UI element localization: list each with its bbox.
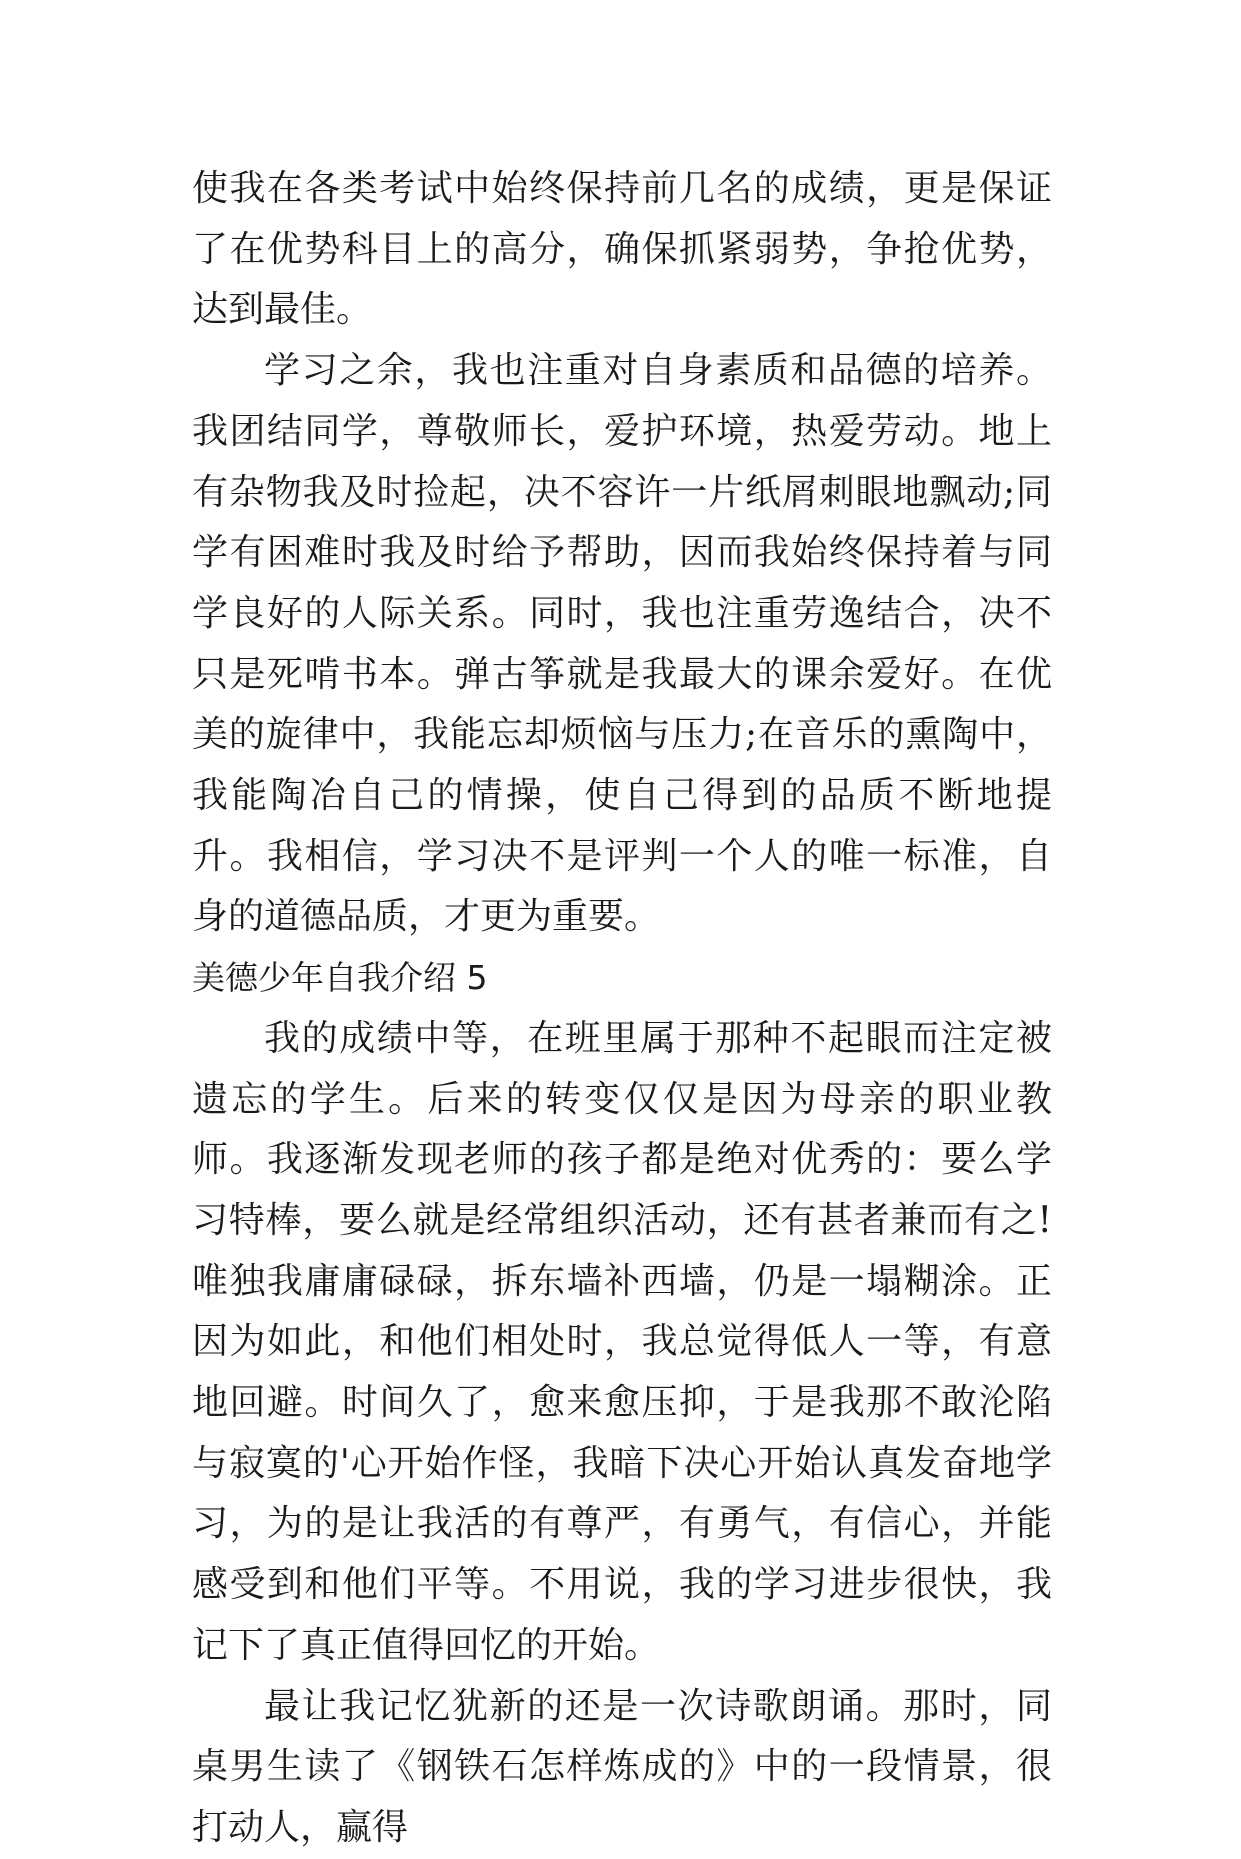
document-body	[192, 159, 1052, 1859]
section-heading: 美德少年自我介绍 5	[192, 958, 488, 998]
paragraph-poetry-recital: 最让我记忆犹新的还是一次诗歌朗诵。那时，同桌男生读了《钢铁石怎样炼成的》中的一段情景，很打动人，赢得	[192, 1685, 1052, 1848]
paragraph-grades-story: 我的成绩中等，在班里属于那种不起眼而注定被遗忘的学生。后来的转变仅仅是因为母亲的职业教师。我逐渐发现老师的孩子都是绝对优秀的：要么学习特棒，要么就是经常组织活动，还有甚者兼而有之!唯独我庸庸碌碌，拆东墙补西墙，仍是一塌糊涂。正因为如此，和他们相处时，我总觉得低人一等，有意地回避。时间久了，愈来愈压抑，于是我那不敢沦陷与寂寞的'心开始作怪，我暗下决心开始认真发奋地学习，为的是让我活的有尊严，有勇气，有信心，并能感受到和他们平等。不用说，我的学习进步很快，我记下了真正值得回忆的开始。	[192, 1017, 1052, 1666]
paragraph-continuation: 使我在各类考试中始终保持前几名的成绩，更是保证了在优势科目上的高分，确保抓紧弱势，争抢优势，达到最佳。	[192, 168, 1052, 331]
paragraph-study-and-character: 学习之余，我也注重对自身素质和品德的培养。我团结同学，尊敬师长，爱护环境，热爱劳动。地上有杂物我及时捡起，决不容许一片纸屑刺眼地飘动;同学有困难时我及时给予帮助，因而我始终保持着与同学良好的人际关系。同时，我也注重劳逸结合，决不只是死啃书本。弹古筝就是我最大的课余爱好。在优美的旋律中，我能忘却烦恼与压力;在音乐的熏陶中，我能陶冶自己的情操，使自己得到的品质不断地提升。我相信，学习决不是评判一个人的唯一标准，自身的道德品质，才更为重要。	[192, 350, 1052, 938]
